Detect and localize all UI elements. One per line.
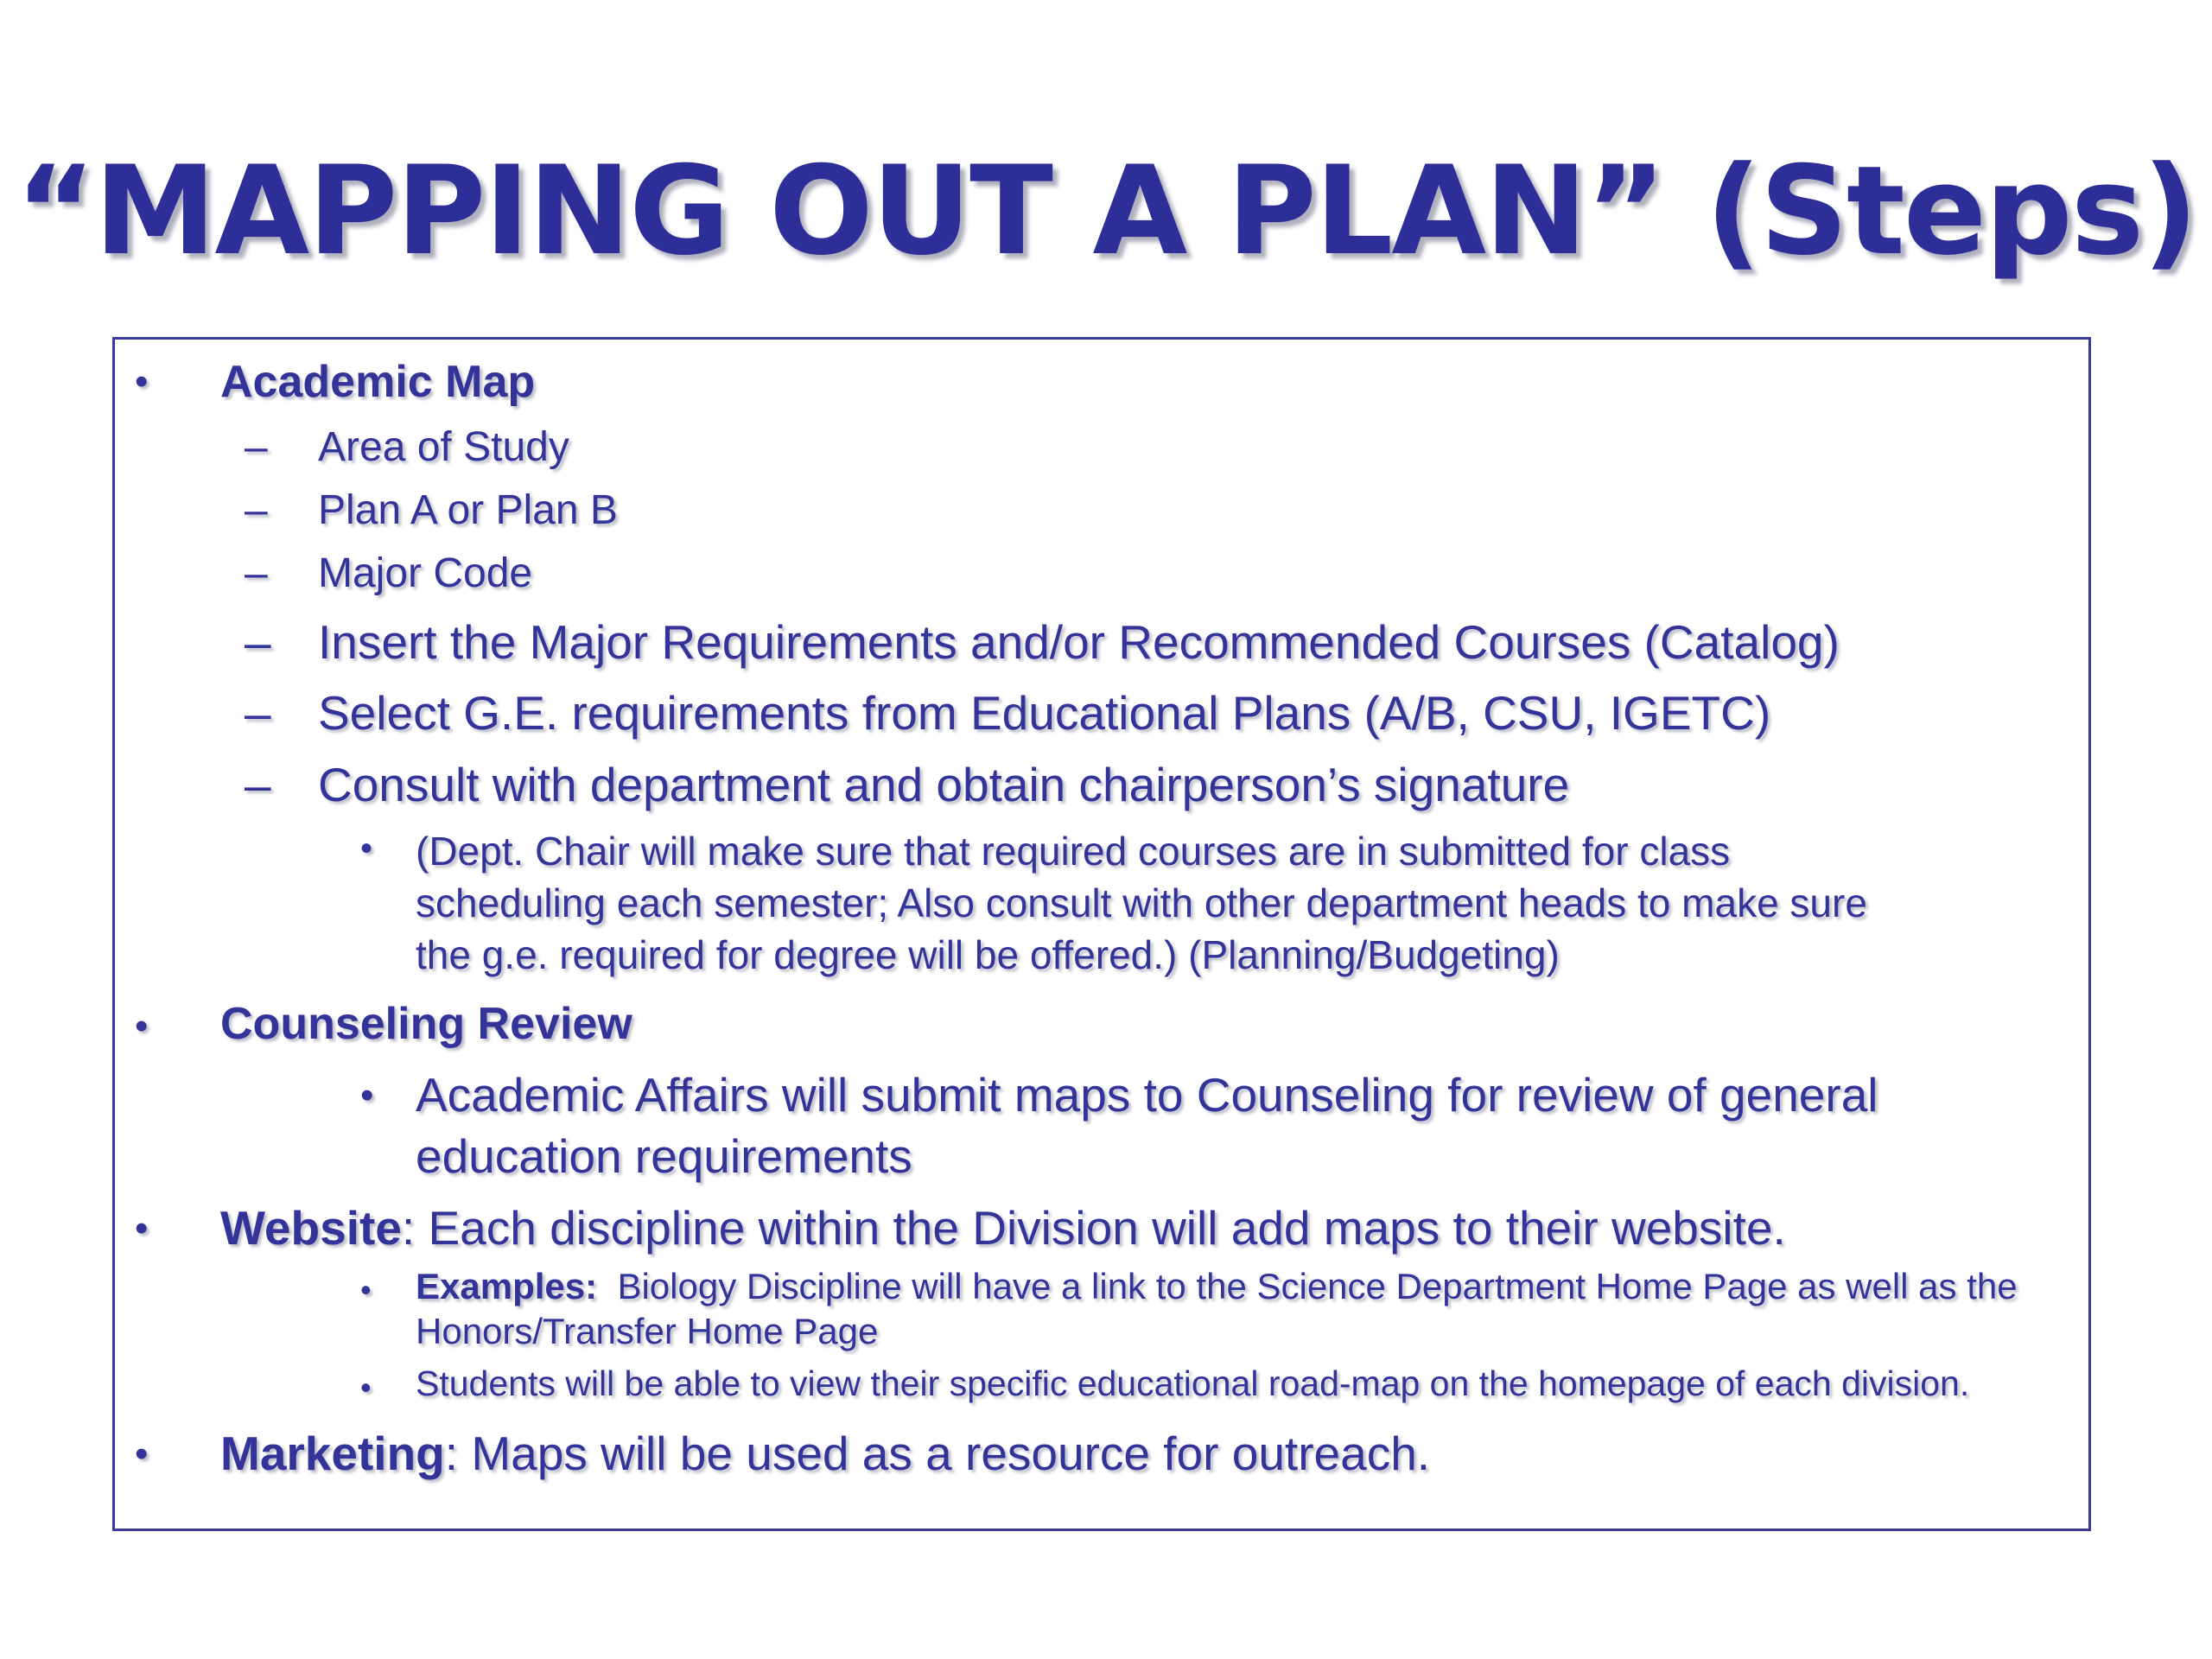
examples-line-1 <box>416 1266 2018 1307</box>
bullet-marker: • <box>135 360 149 403</box>
dash-marker: – <box>245 550 268 596</box>
bullet-marker: • <box>360 1074 374 1116</box>
bullet-marker: • <box>360 1272 372 1307</box>
bullet-marker: • <box>360 1370 372 1405</box>
examples-text: Biology Discipline will have a link to the Science Department Home Page as well as the <box>597 1266 2018 1306</box>
counseling-review-heading: Counseling Review <box>220 999 632 1049</box>
counseling-note-line-1: Academic Affairs will submit maps to Counseling for review of general <box>416 1068 1878 1122</box>
dept-chair-note-line-2: scheduling each semester; Also consult with other department heads to make sure <box>416 880 1867 925</box>
marketing-heading: Marketing <box>220 1427 445 1480</box>
slide-title: “MAPPING OUT A PLAN” (Steps) <box>15 140 2197 283</box>
examples-label: Examples: <box>416 1266 598 1306</box>
bullet-marker: • <box>135 1207 149 1249</box>
dash-marker: – <box>245 424 268 470</box>
dash-marker: – <box>245 487 268 533</box>
dash-marker: – <box>245 686 271 740</box>
marketing-text: : Maps will be used as a resource for outreach. <box>444 1427 1431 1480</box>
examples-line-2: Honors/Transfer Home Page <box>416 1311 879 1351</box>
dash-marker: – <box>245 758 271 811</box>
marketing-line <box>220 1426 1430 1481</box>
subitem-area-of-study: Area of Study <box>318 424 569 470</box>
subitem-major-code: Major Code <box>318 550 533 596</box>
bullet-marker: • <box>135 1005 149 1047</box>
bullet-marker: • <box>135 1433 149 1475</box>
subitem-ge-requirements: Select G.E. requirements from Educational Plans (A/B, CSU, IGETC) <box>318 686 1771 740</box>
bullet-marker: • <box>360 830 373 868</box>
subitem-major-requirements: Insert the Major Requirements and/or Recommended Courses (Catalog) <box>318 615 1840 669</box>
dept-chair-note-line-1: (Dept. Chair will make sure that required courses are in submitted for class <box>416 829 1731 874</box>
subitem-consult-department: Consult with department and obtain chairperson’s signature <box>318 758 1570 811</box>
dash-marker: – <box>245 615 271 669</box>
subitem-plan-a-or-b: Plan A or Plan B <box>318 487 618 533</box>
students-note: Students will be able to view their specific educational road-map on the homepage of each division. <box>416 1363 1970 1403</box>
academic-map-heading: Academic Map <box>220 357 536 407</box>
website-text: : Each discipline within the Division will add maps to their website. <box>401 1201 1786 1255</box>
website-line <box>220 1200 1786 1255</box>
counseling-note-line-2: education requirements <box>416 1129 912 1183</box>
website-heading: Website <box>220 1201 402 1255</box>
dept-chair-note-line-3: the g.e. required for degree will be offered.) (Planning/Budgeting) <box>416 932 1560 977</box>
